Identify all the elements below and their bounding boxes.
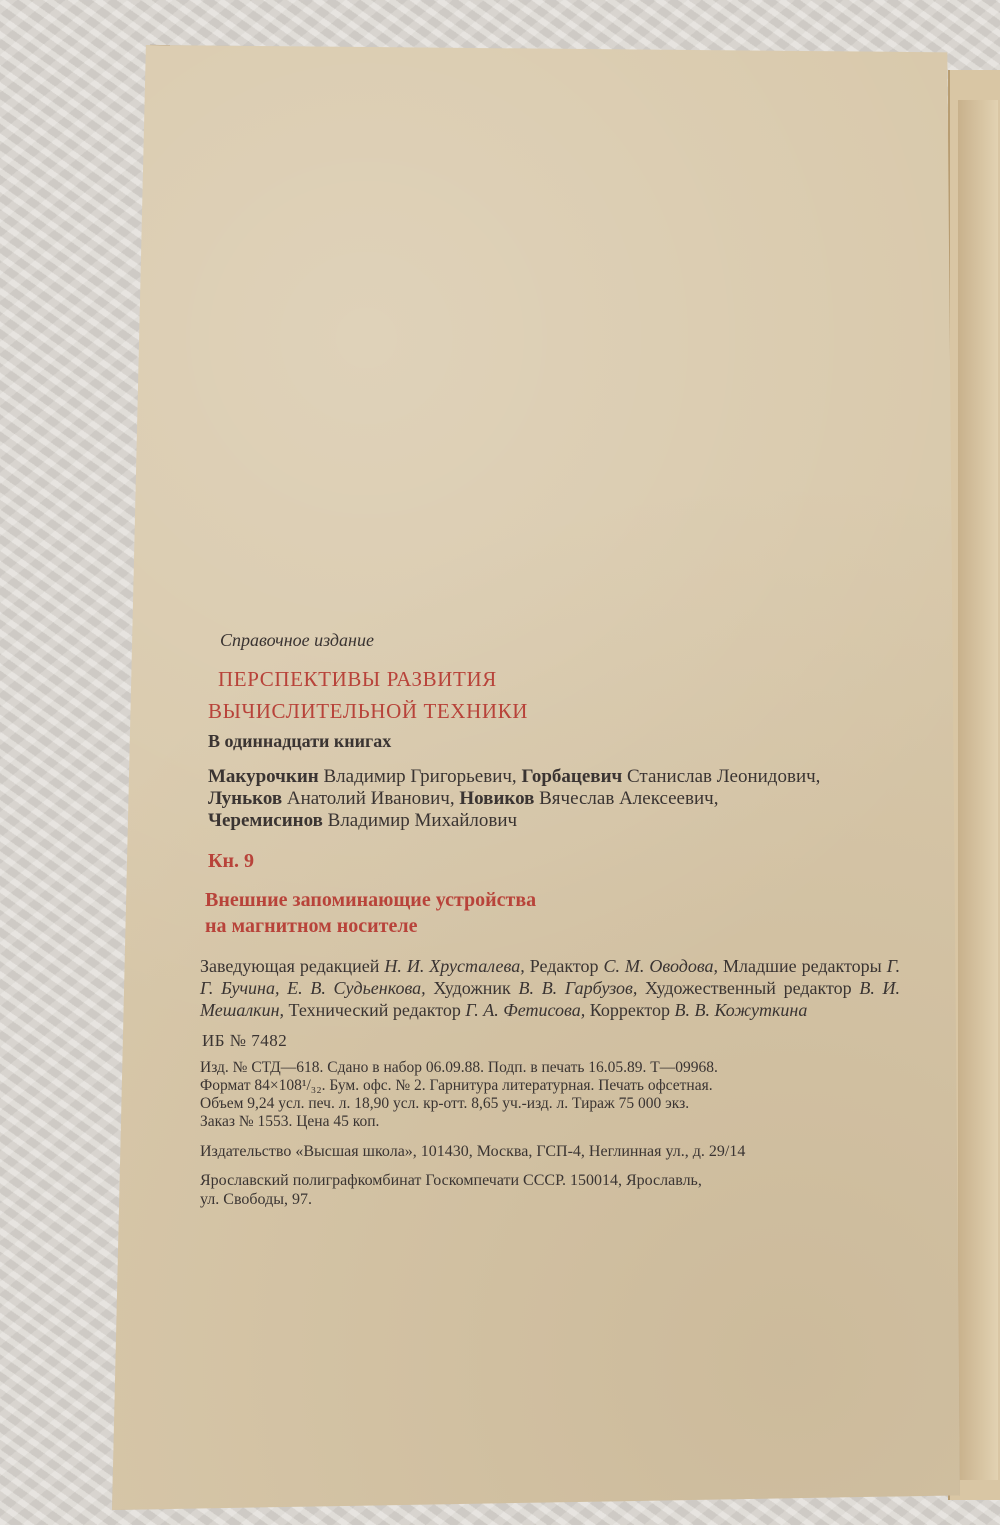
imprint-line: Заказ № 1553. Цена 45 коп. xyxy=(200,1113,380,1130)
author-surname: Луньков xyxy=(208,788,283,809)
author-names: Станислав Леонидович, xyxy=(626,766,821,787)
author-names: Владимир Григорьевич, xyxy=(323,766,517,787)
printer-info xyxy=(200,1171,912,1209)
author-names: Анатолий Иванович, xyxy=(286,788,455,809)
series-label: Справочное издание xyxy=(220,630,374,650)
credit-name: С. М. Оводова, xyxy=(603,956,719,976)
credit-name: В. И. Мешалкин, xyxy=(200,978,901,1020)
credit-role: Корректор xyxy=(589,1000,670,1020)
credit-role: Художественный редактор xyxy=(645,978,852,998)
subject-line-1: Внешние запоминающие устройства xyxy=(205,889,537,911)
title-line-1: ПЕРСПЕКТИВЫ РАЗВИТИЯ xyxy=(218,667,497,691)
collection-note: В одиннадцати книгах xyxy=(208,731,392,751)
book-title xyxy=(208,663,920,727)
credit-role: Редактор xyxy=(529,956,599,976)
credit-name: Н. И. Хрусталева, xyxy=(384,956,525,976)
imprint-line: Изд. № СТД—618. Сдано в набор 06.09.88. Подп. в печать 16.05.89. Т—09968. xyxy=(200,1059,718,1076)
author-surname: Макурочкин xyxy=(208,766,319,787)
printer-line: Ярославский полиграфкомбинат Госкомпечати СССР. 150014, Ярославль, xyxy=(200,1172,702,1189)
credit-name: В. В. Гарбузов, xyxy=(518,978,638,998)
credit-role: Младшие редакторы xyxy=(723,956,882,976)
book-number: Кн. 9 xyxy=(208,850,255,872)
subject-line-2: на магнитном носителе xyxy=(205,915,418,937)
credit-name: Г. Г. Бучина, Е. В. Судьенкова, xyxy=(200,956,901,998)
credit-name: Г. А. Фетисова, xyxy=(465,1000,586,1020)
author-surname: Черемисинов xyxy=(208,810,323,831)
title-line-2: ВЫЧИСЛИТЕЛЬНОЙ ТЕХНИКИ xyxy=(208,699,528,723)
author-names: Вячеслав Алексеевич, xyxy=(539,788,719,809)
author-surname: Горбацевич xyxy=(521,766,623,787)
credit-role: Технический редактор xyxy=(288,1000,461,1020)
imprint-details xyxy=(200,1059,912,1131)
credit-role: Заведующая редакцией xyxy=(200,956,380,976)
imprint-line: Формат 84×108¹/₃₂. Бум. офс. № 2. Гарнитура литературная. Печать офсетная. xyxy=(200,1077,713,1094)
printer-line: ул. Свободы, 97. xyxy=(200,1191,312,1208)
publisher-info: Издательство «Высшая школа», 101430, Москва, ГСП-4, Неглинная ул., д. 29/14 xyxy=(200,1143,746,1160)
editorial-credits xyxy=(200,955,900,1021)
book-subject xyxy=(205,887,920,939)
credit-role: Художник xyxy=(433,978,511,998)
authors-list xyxy=(208,766,908,832)
author-names: Владимир Михайлович xyxy=(327,810,518,831)
author-surname: Новиков xyxy=(459,788,535,809)
ib-number: ИБ № 7482 xyxy=(202,1031,288,1050)
imprint-line: Объем 9,24 усл. печ. л. 18,90 усл. кр-отт. 8,65 уч.-изд. л. Тираж 75 000 экз. xyxy=(200,1095,690,1112)
credit-name: В. В. Кожуткина xyxy=(674,1000,808,1020)
colophon xyxy=(200,630,920,1209)
